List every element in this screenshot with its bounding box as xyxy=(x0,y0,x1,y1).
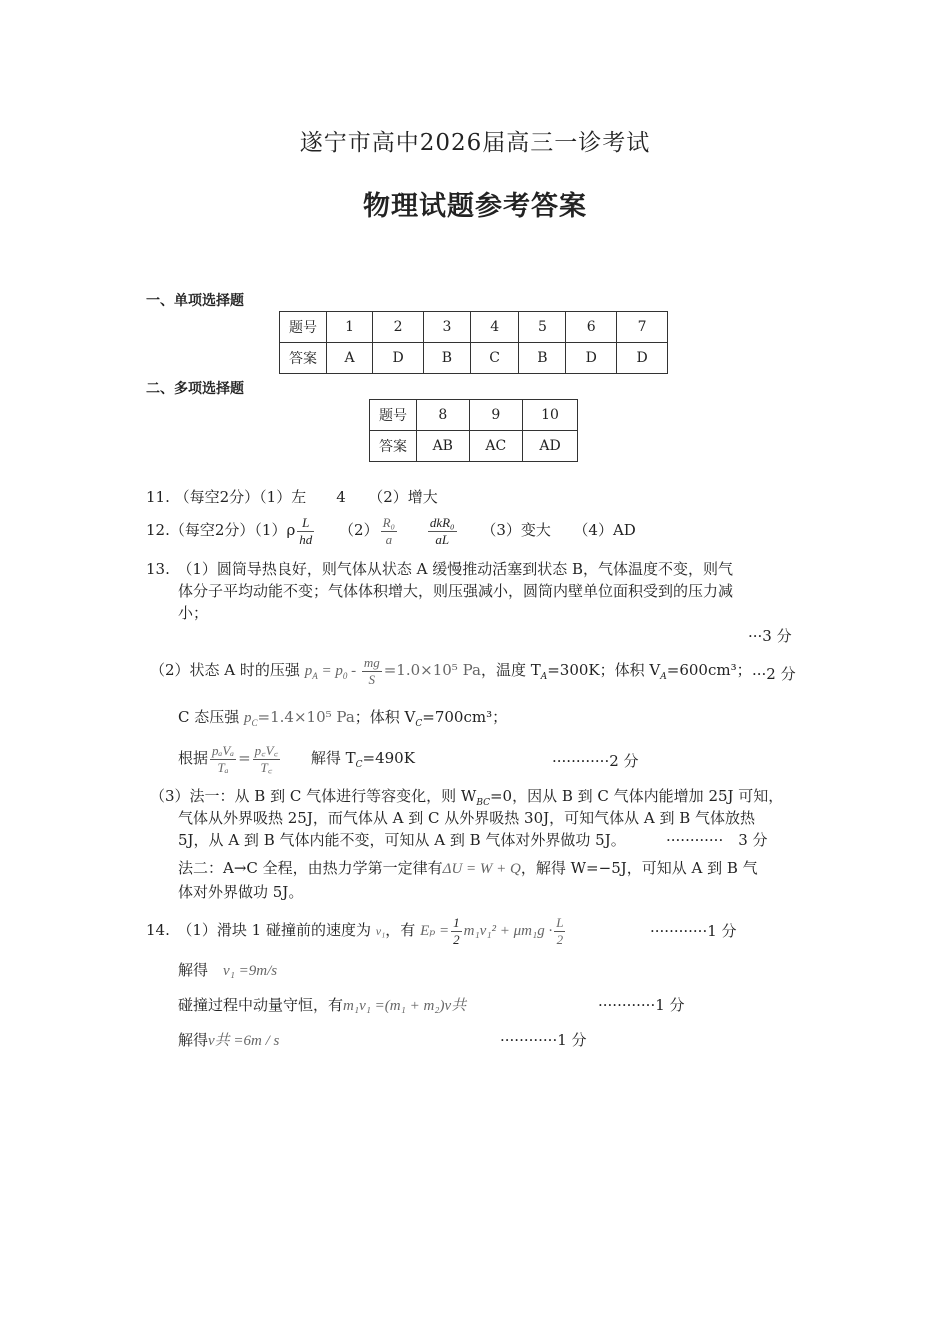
q13-first-law-formula: ΔU = W + Q xyxy=(442,861,521,877)
q13-result-label: 解得 T xyxy=(310,749,356,767)
q13-method2-line-1 xyxy=(178,857,758,880)
q13-score-2: ···2 分 xyxy=(752,665,796,683)
q13-line-2: 体分子平均动能不变；气体体积增大，则压强减小，圆筒内壁单位面积受到的压力减 xyxy=(178,582,734,600)
table-cell: 10 xyxy=(523,400,578,431)
single-choice-table xyxy=(279,311,668,374)
table-cell: AB xyxy=(417,431,470,462)
table-cell: D xyxy=(566,343,617,374)
table-cell: AD xyxy=(523,431,578,462)
q14-ep: Eₚ = xyxy=(420,923,450,939)
q13-gas-law-line: 根据 $\frac{\text{pₐVₐ}}{\text{Tₐ}}$ = $\frac{p꜀V꜀}{T꜀}$ 解得 $T_C=490K$ xyxy=(178,742,415,775)
table-cell: C xyxy=(470,343,519,374)
q12-part2-label: （2） xyxy=(339,521,379,539)
table-cell: 2 xyxy=(373,312,424,343)
q13-part3-line-1: （3）法一：从 B 到 C 气体进行等容变化，则 $W_{BC}=0$，因从 B 到 C 气体内能增加 25J 可知， xyxy=(150,787,784,808)
table-cell: B xyxy=(519,343,566,374)
q13-part3-text-b: =0，因从 B 到 C 气体内能增加 25J 可知， xyxy=(489,787,784,805)
q13-line-1: 13. （1）圆筒导热良好，则气体从状态 A 缓慢推动活塞到状态 B，气体温度不变，则气 xyxy=(146,560,734,578)
q14-score-1: ············1 分 xyxy=(650,922,737,940)
q13-state-c-label: C 态压强 xyxy=(178,708,240,726)
q13-part3-text-a: （3）法一：从 B 到 C 气体进行等容变化，则 W xyxy=(150,787,477,805)
q14-v-common-value: v共 =6m / s xyxy=(208,1033,280,1049)
table-row xyxy=(280,343,668,374)
q13-vc-value: =700cm³； xyxy=(422,708,508,726)
table-cell: 7 xyxy=(617,312,668,343)
q13-method2-line-2: 体对外界做功 5J。 xyxy=(178,883,304,901)
table-cell: 3 xyxy=(423,312,470,343)
q13-gas-law-label: 根据 xyxy=(178,749,209,767)
question-12 xyxy=(146,512,636,548)
q14-solve-label: 解得 xyxy=(178,961,209,979)
q13-fraction-c: $\frac{p꜀V꜀}{T꜀}$ xyxy=(254,742,279,775)
q13-part2-text: （2）状态 A 时的压强 xyxy=(150,661,300,679)
q13-part3-line-2: 气体从外界吸热 25J，而气体从 A 到 C 从外界吸热 30J，可知气体从 A 到 B 气体放热 xyxy=(178,809,756,827)
q14-line-3 xyxy=(178,994,466,1017)
exam-title: 遂宁市高中2026届高三一诊考试 xyxy=(299,130,651,156)
q13-score-4: ············ 3 分 xyxy=(666,831,768,849)
q14-half: $\frac{1}{2}$ xyxy=(453,914,460,947)
q13-method2-result: ，解得 W=−5J，可知从 A 到 B 气 xyxy=(520,859,758,877)
q13-state-c-line: C 态压强 $p_C=1.4\times 10^5$ Pa；体积 $V_C=700cm^3$； xyxy=(178,708,508,729)
q14-have: ，有 xyxy=(385,921,416,939)
row-header: 答案 xyxy=(280,343,327,374)
table-cell: D xyxy=(373,343,424,374)
table-row xyxy=(280,312,668,343)
table-cell: A xyxy=(327,343,373,374)
q12-fraction-2: $\frac{\text{R₀}}{a}$ xyxy=(382,514,396,547)
q14-v1-value: v₁ =9m/s xyxy=(223,963,278,979)
table-cell: B xyxy=(423,343,470,374)
q14-line-4 xyxy=(178,1029,279,1052)
table-cell: 6 xyxy=(566,312,617,343)
multi-choice-table xyxy=(369,399,578,462)
table-cell: 5 xyxy=(519,312,566,343)
table-cell: 8 xyxy=(417,400,470,431)
table-row xyxy=(370,400,578,431)
q13-pressure-value: =1.0×10⁵ Pa xyxy=(383,661,481,679)
section-multi-choice-label: 二、多项选择题 xyxy=(146,381,244,397)
q13-pressure-formula: $p_A = p_0$ - xyxy=(304,663,360,681)
q13-result-value: =490K xyxy=(362,749,415,767)
table-cell: 1 xyxy=(327,312,373,343)
q13-pc-symbol: $p_C$ xyxy=(244,710,258,728)
q13-method2-text: 法二：A→C 全程，由热力学第一定律有 xyxy=(178,859,443,877)
q13-line-3: 小； xyxy=(178,604,209,622)
q14-L-over-2: $\frac{L}{2}$ xyxy=(556,914,564,947)
q14-energy-terms: m₁v₁² + μm₁g · xyxy=(463,923,553,939)
q12-rest: （3）变大 （4）AD xyxy=(481,521,636,539)
q14-momentum-formula: m₁v₁ =(m₁ + m₂)v共 xyxy=(343,998,467,1014)
q13-vc-label: ；体积 V xyxy=(354,708,416,726)
table-cell: D xyxy=(617,343,668,374)
row-header: 题号 xyxy=(280,312,327,343)
q13-part3-line-3: 5J，从 A 到 B 气体内能不变，可知从 A 到 B 气体对外界做功 5J。 xyxy=(178,831,626,849)
q13-score-3: ············2 分 xyxy=(552,752,639,770)
q12-fraction-1: $\frac{L}{hd}$ xyxy=(299,514,313,547)
table-cell: 4 xyxy=(470,312,519,343)
row-header: 题号 xyxy=(370,400,417,431)
q14-text: 14. （1）滑块 1 碰撞前的速度为 xyxy=(146,921,371,939)
row-header: 答案 xyxy=(370,431,417,462)
q13-volume-value: =600cm³； xyxy=(666,661,752,679)
q14-score-3: ············1 分 xyxy=(500,1031,587,1049)
q13-part2-line-1: （2）状态 A 时的压强 $p_A = p_0$ - $\frac{mg}{S}$ =1.0×10⁵ Pa，温度 $T_A=300K$；体积 $V_A=600cm^3$； xyxy=(150,654,752,687)
q12-prefix: 12.（每空2分）（1）ρ xyxy=(146,521,296,539)
q14-score-2: ············1 分 xyxy=(598,996,685,1014)
q14-solve-label-2: 解得 xyxy=(178,1031,209,1049)
q14-line-1 xyxy=(146,912,567,949)
q14-v1: v₁ xyxy=(375,924,386,938)
q14-line-2 xyxy=(178,959,277,982)
q13-mg-over-s: $\frac{mg}{S}$ xyxy=(363,654,380,687)
q12-fraction-3: $\frac{\text{dkR₀}}{aL}$ xyxy=(429,514,455,547)
q14-momentum-label: 碰撞过程中动量守恒，有 xyxy=(178,996,344,1014)
question-11: 11. （每空2分）（1）左 4 （2）增大 xyxy=(146,488,438,506)
q13-volume-label: =300K；体积 V xyxy=(547,661,661,679)
q13-score-1: ···3 分 xyxy=(748,627,792,645)
table-cell: AC xyxy=(469,431,523,462)
q13-pc-value: =1.4×10⁵ Pa xyxy=(257,708,355,726)
answer-key-title: 物理试题参考答案 xyxy=(363,191,587,222)
table-cell: 9 xyxy=(469,400,523,431)
table-row xyxy=(370,431,578,462)
q13-fraction-a: $\frac{\text{pₐVₐ}}{\text{Tₐ}}$ xyxy=(212,742,235,775)
section-single-choice-label: 一、单项选择题 xyxy=(146,293,244,309)
q13-temp-label: ，温度 T xyxy=(480,661,541,679)
